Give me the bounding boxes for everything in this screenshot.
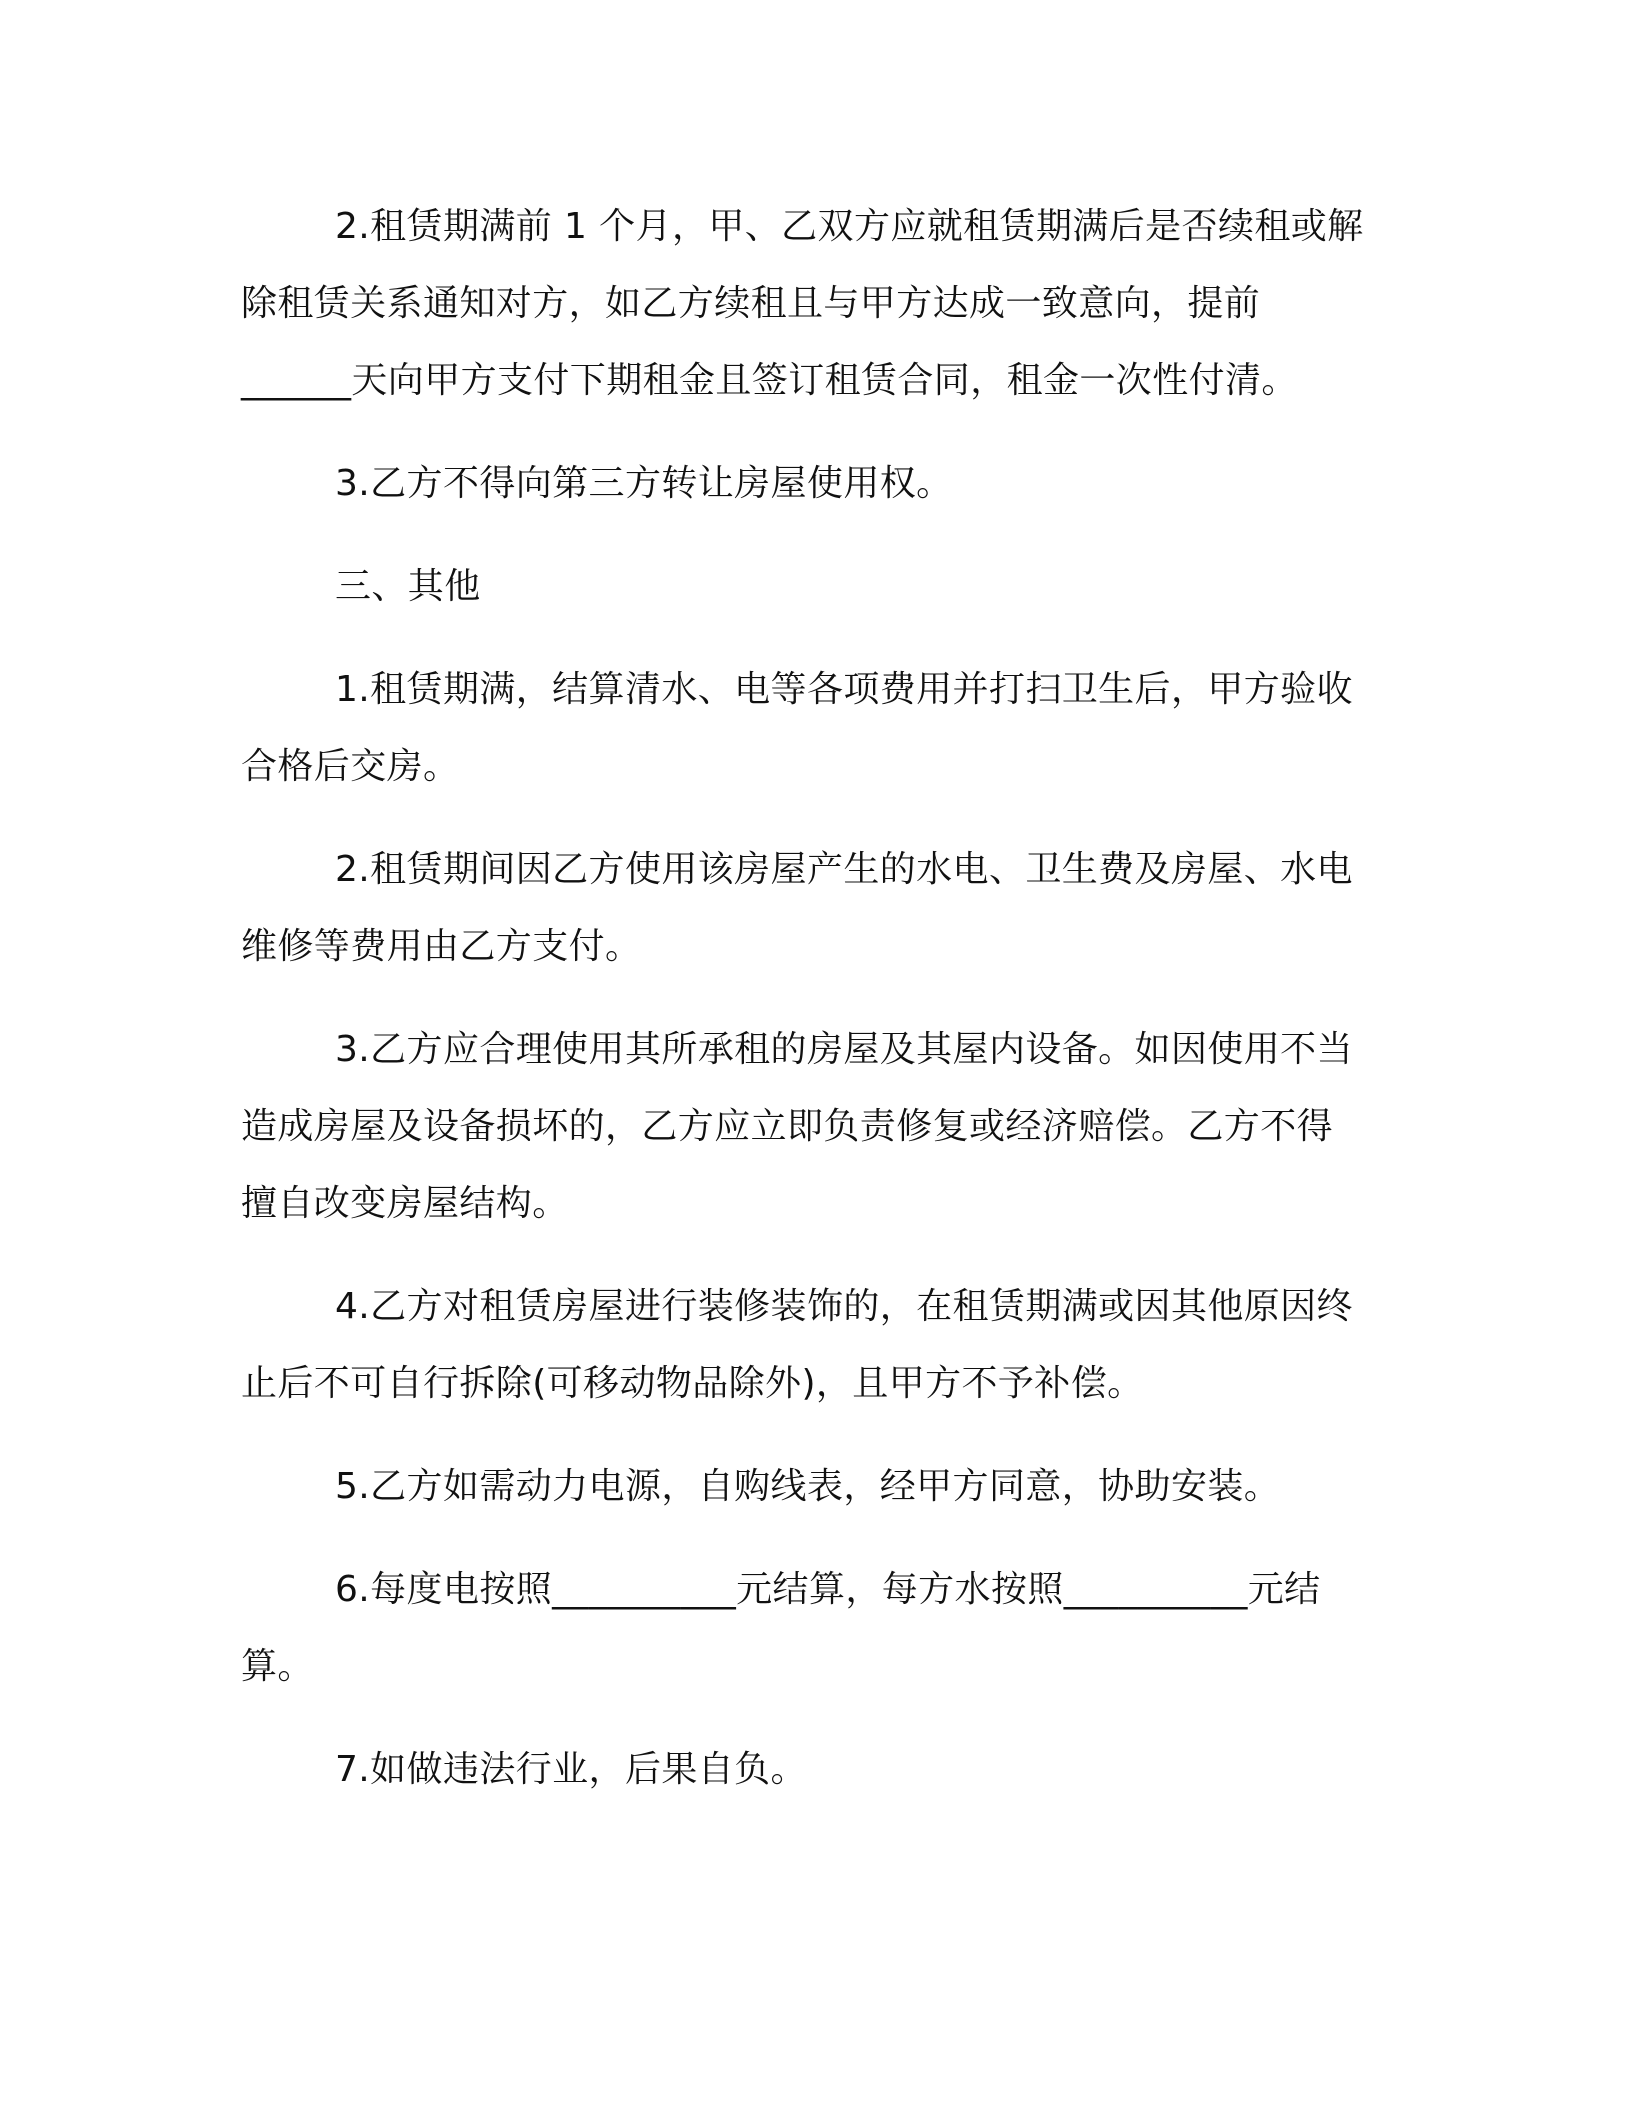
text-line: 造成房屋及设备损坏的，乙方应立即负责修复或经济赔偿。乙方不得: [241, 1106, 1334, 1147]
text-line: 擅自改变房屋结构。: [241, 1183, 569, 1224]
text-line: 4.乙方对租赁房屋进行装修装饰的，在租赁期满或因其他原因终: [335, 1286, 1353, 1327]
text-line: 算。: [241, 1646, 314, 1687]
text-line: 5.乙方如需动力电源，自购线表，经甲方同意，协助安装。: [335, 1466, 1281, 1507]
paragraph-proper-use: [241, 1011, 1381, 1242]
text-line: 维修等费用由乙方支付。: [241, 926, 642, 967]
paragraph-decoration: [241, 1268, 1381, 1422]
text-line: 1.租赁期满，结算清水、电等各项费用并打扫卫生后，甲方验收: [335, 669, 1353, 710]
paragraph-power-source: [241, 1448, 1381, 1525]
paragraph-handover: [241, 651, 1381, 805]
text-line: 7.如做违法行业，后果自负。: [335, 1749, 807, 1790]
text-line: 2.租赁期满前 1 个月，甲、乙双方应就租赁期满后是否续租或解: [335, 206, 1364, 247]
text-line: 合格后交房。: [241, 746, 460, 787]
section-heading-other: [241, 548, 1381, 625]
paragraph-renewal-notice: [241, 188, 1381, 419]
paragraph-no-transfer: [241, 445, 1381, 522]
text-line: 除租赁关系通知对方，如乙方续租且与甲方达成一致意向，提前: [241, 283, 1261, 324]
text-line: 6.每度电按照__________元结算，每方水按照__________元结: [335, 1569, 1321, 1610]
text-line: 三、其他: [335, 566, 481, 607]
text-line: 2.租赁期间因乙方使用该房屋产生的水电、卫生费及房屋、水电: [335, 849, 1353, 890]
text-line: 3.乙方应合理使用其所承租的房屋及其屋内设备。如因使用不当: [335, 1029, 1353, 1070]
paragraph-fees: [241, 831, 1381, 985]
paragraph-utility-rates: [241, 1551, 1381, 1705]
text-line: ______天向甲方支付下期租金且签订租赁合同，租金一次性付清。: [241, 360, 1298, 401]
text-line: 3.乙方不得向第三方转让房屋使用权。: [335, 463, 953, 504]
text-line: 止后不可自行拆除(可移动物品除外)，且甲方不予补偿。: [241, 1363, 1144, 1404]
document-body: [241, 188, 1381, 1808]
paragraph-illegal-use: [241, 1731, 1381, 1808]
